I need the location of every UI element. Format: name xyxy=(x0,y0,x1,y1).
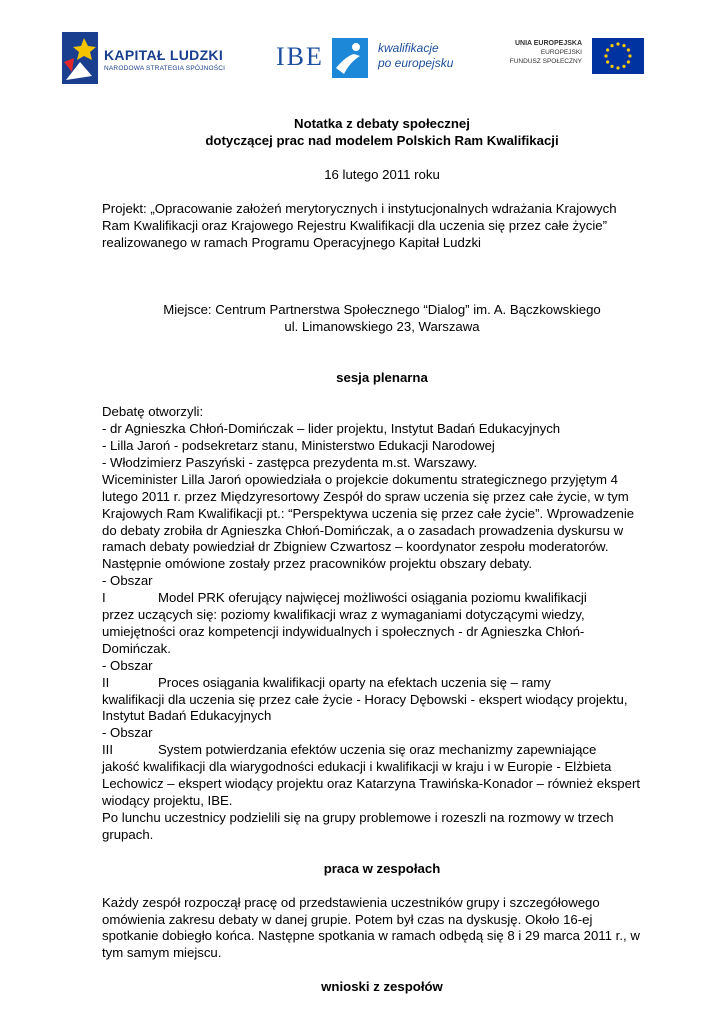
project-line: Ram Kwalifikacji oraz Krajowego Rejestru Kwalifikacji dla uczenia się przez całe życie” xyxy=(102,217,607,233)
area-2-line xyxy=(102,658,662,692)
place-line-1: Miejsce: Centrum Partnerstwa Społecznego “Dialog” im. A. Bączkowskiego xyxy=(163,302,601,318)
project-line: Projekt: „Opracowanie założeń merytorycznych i instytucjonalnych wdrażania Krajowych xyxy=(102,200,617,216)
plenary-line: Wiceminister Lilla Jaroń opowiedziała o projekcie dokumentu strategicznego przyjętym 4 xyxy=(102,471,619,487)
kapital-ludzki-subtitle: NARODOWA STRATEGIA SPÓJNOŚCI xyxy=(104,65,226,72)
plenary-line: lutego 2011 r. przez Międzyresortowy Zespół do spraw uczenia się przez całe życie, w tym xyxy=(102,488,629,504)
area-1-line xyxy=(102,573,662,607)
kapital-ludzki-logo xyxy=(60,30,240,86)
area-3-text: System potwierdzania efektów uczenia się oraz mechanizmy zapewniające xyxy=(158,742,597,758)
teams-line: spotkanie dobiegło końca. Następne spotkania w ramach odbędą się 8 i 29 marca 2011 r., w xyxy=(102,928,640,944)
plenary-line: - Lilla Jaroń - podsekretarz stanu, Ministerstwo Edukacji Narodowej xyxy=(102,437,495,453)
plenary-line: Debatę otworzyli: xyxy=(102,404,204,420)
eu-text xyxy=(510,40,582,65)
eu-line-3: FUNDUSZ SPOŁECZNY xyxy=(509,58,582,65)
area-1-line: Domińczak. xyxy=(102,640,171,656)
area-3-line: Lechowicz – ekspert wiodący projektu oraz Katarzyna Trawińska-Konador – również ekspert xyxy=(102,776,641,792)
area-1-line: przez uczących się: poziomy kwalifikacji wraz z wymaganiami dotyczącymi wiedzy, xyxy=(102,607,585,623)
eu-line-1: UNIA EUROPEJSKA xyxy=(514,40,582,47)
document-title-line-1: Notatka z debaty społecznej xyxy=(294,116,470,131)
heading-team-work: praca w zespołach xyxy=(323,860,441,876)
plenary-line: Krajowych Ram Kwalifikacji pt.: “Perspektywa uczenia się przez całe życie”. Wprowadzenie xyxy=(102,505,635,521)
area-2-line: Instytut Badań Edukacyjnych xyxy=(102,708,272,724)
ibe-name: IBE xyxy=(276,42,324,71)
plenary-line: - dr Agnieszka Chłoń-Domińczak – lider projektu, Instytut Badań Edukacyjnych xyxy=(102,421,561,437)
heading-plenary-session: sesja plenarna xyxy=(336,370,428,386)
plenary-line: ramach debaty powiedział dr Zbigniew Czwartosz – koordynator zespołu moderatorów. xyxy=(102,539,609,555)
ibe-tagline-1: kwalifikacje xyxy=(378,41,439,55)
page-header xyxy=(60,30,644,90)
teams-line: tym samym miejscu. xyxy=(102,945,222,961)
document-date: 16 lutego 2011 roku xyxy=(324,166,440,182)
heading-team-conclusions: wnioski z zespołów xyxy=(321,979,443,995)
place-line-2: ul. Limanowskiego 23, Warszawa xyxy=(284,319,480,335)
plenary-line: do debaty zrobiła dr Agnieszka Chłoń-Domińczak, a o zasadach prowadzenia dyskursu w xyxy=(102,522,624,538)
teams-line: Każdy zespół rozpoczął pracę od przedstawienia uczestników grupy i szczegółowego xyxy=(102,894,600,910)
plenary-line: Następnie omówione zostały przez pracowników projektu obszary debaty. xyxy=(102,556,533,572)
area-3-label: - Obszar III xyxy=(102,725,153,758)
ibe-tagline-2: po europejsku xyxy=(378,56,454,70)
project-line: realizowanego w ramach Programu Operacyjnego Kapitał Ludzki xyxy=(102,234,481,250)
ibe-logo xyxy=(276,36,456,82)
area-2-text: Proces osiągania kwalifikacji oparty na efektach uczenia się – ramy xyxy=(158,674,551,690)
area-2-label: - Obszar II xyxy=(102,657,153,690)
lunch-line: Po lunchu uczestnicy podzielili się na grupy problemowe i rozeszli na rozmowy w trzech xyxy=(102,809,614,825)
document-title-line-2: dotyczącej prac nad modelem Polskich Ram Kwalifikacji xyxy=(205,132,559,148)
area-1-line: umiejętności oraz kompetencji indywidualnych i społecznych - dr Agnieszka Chłoń- xyxy=(102,623,585,639)
kapital-ludzki-title: KAPITAŁ LUDZKI xyxy=(104,47,224,63)
teams-line: omówienia zakresu debaty w danej grupie. Potem był czas na dyskusję. Około 16-ej xyxy=(102,911,593,927)
ibe-figure-icon xyxy=(332,38,368,78)
area-2-line: kwalifikacji dla uczenia się przez całe życie - Horacy Dębowski - ekspert wiodący projektu, xyxy=(102,691,628,707)
document-body xyxy=(102,116,662,996)
eu-line-2: EUROPEJSKI xyxy=(540,49,582,56)
area-3-line xyxy=(102,725,662,759)
area-3-line: wiodący projektu, IBE. xyxy=(102,793,233,808)
kapital-ludzki-emblem-icon xyxy=(62,32,98,84)
area-1-text: Model PRK oferujący najwięcej możliwości osiągania poziomu kwalifikacji xyxy=(158,590,587,606)
area-3-line: jakość kwalifikacji dla wiarygodności edukacji i kwalifikacji w kraju i w Europie - Elżbieta xyxy=(102,759,612,775)
area-1-label: - Obszar I xyxy=(102,573,153,606)
eu-logo xyxy=(474,38,644,78)
plenary-line: - Włodzimierz Paszyński - zastępca prezydenta m.st. Warszawy. xyxy=(102,454,478,470)
eu-flag-icon xyxy=(592,38,644,74)
lunch-line: grupach. xyxy=(102,826,154,842)
